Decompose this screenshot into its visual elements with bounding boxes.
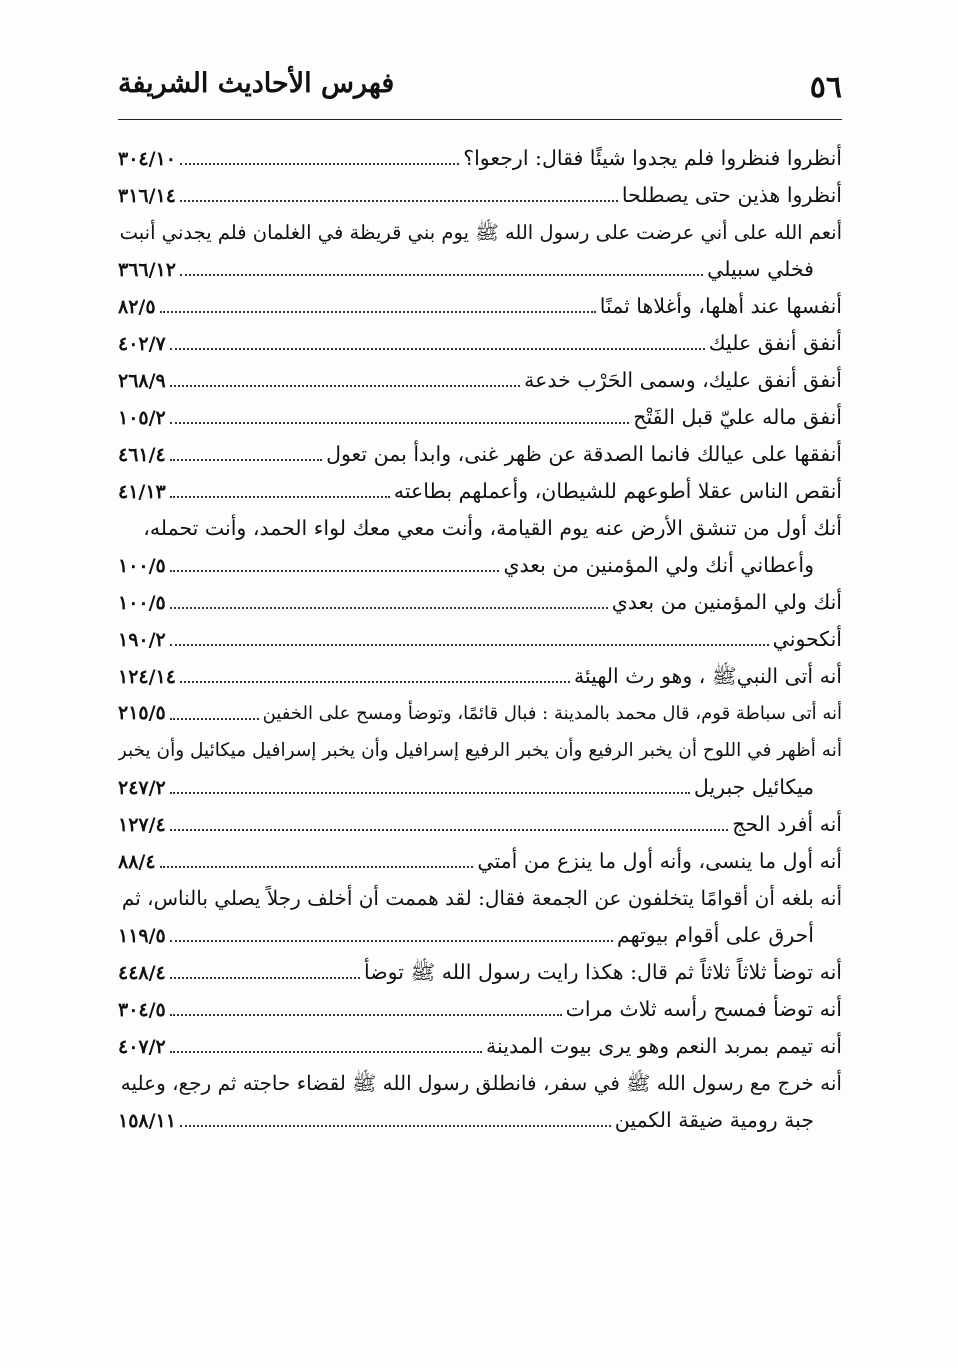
index-entry <box>118 991 842 1028</box>
header-rule <box>118 119 842 120</box>
volume-page-reference: ٣٠٤/١٠ <box>118 148 176 170</box>
volume-page-reference: ٢١٥/٥ <box>118 702 166 724</box>
volume-page-reference: ١٠٠/٥ <box>118 555 166 577</box>
entry-continuation-text: جبة رومية ضيقة الكمين <box>614 1108 814 1132</box>
entry-text: أنه توضأ ثلاثاً ثلاثاً ثم قال: هكذا رايت رسول الله ﷺ توضأ <box>363 960 842 984</box>
entry-line <box>118 621 842 658</box>
dot-leader <box>170 792 690 794</box>
dot-leader <box>180 163 459 165</box>
volume-page-reference: ٣١٦/١٤ <box>118 185 176 207</box>
entry-continuation-text: أحرق على أقوام بيوتهم <box>617 923 814 947</box>
index-entry <box>118 473 842 510</box>
index-entry <box>118 621 842 658</box>
entry-text: أنه بلغه أن أقوامًا يتخلفون عن الجمعة فقال: لقد هممت أن أخلف رجلاً يصلي بالناس، ثم <box>121 886 842 910</box>
index-entry <box>118 658 842 695</box>
volume-page-reference: ١٢٤/١٤ <box>118 666 176 688</box>
volume-page-reference: ٢٤٧/٢ <box>118 777 166 799</box>
index-entry <box>118 140 842 177</box>
dot-leader <box>170 829 728 831</box>
index-entry <box>118 288 842 325</box>
dot-leader <box>180 200 618 202</box>
volume-page-reference: ١٢٧/٤ <box>118 814 166 836</box>
volume-page-reference: ٤١/١٣ <box>118 481 166 503</box>
index-entry <box>118 362 842 399</box>
entry-line <box>118 695 842 732</box>
index-entry <box>118 806 842 843</box>
volume-page-reference: ٤٤٨/٤ <box>118 962 166 984</box>
volume-page-reference: ٤٠٢/٧ <box>118 333 166 355</box>
dot-leader <box>180 681 570 683</box>
entry-text: أنه أفرد الحج <box>732 812 842 836</box>
entry-text: أنكحوني <box>772 627 842 651</box>
dot-leader <box>170 348 705 350</box>
entry-text: أنه أول ما ينسى، وأنه أول ما ينزع من أمتي <box>477 849 842 873</box>
page-header <box>118 62 842 112</box>
volume-page-reference: ٤٠٧/٢ <box>118 1036 166 1058</box>
entry-continuation-line <box>118 547 842 584</box>
entry-line <box>118 325 842 362</box>
dot-leader <box>180 1125 611 1127</box>
dot-leader <box>170 422 629 424</box>
dot-leader <box>160 866 474 868</box>
hadith-index-list <box>118 140 842 1139</box>
page-number: ٥٦ <box>809 70 842 105</box>
entry-text: أنفسها عند أهلها، وأغلاها ثمنًا <box>599 294 842 318</box>
entry-text: أنعم الله على أني عرضت على رسول الله ﷺ يوم بني قريظة في الغلمان فلم يجدني أنبت <box>119 221 842 244</box>
entry-continuation-line <box>118 769 842 806</box>
volume-page-reference: ١٥٨/١١ <box>118 1110 176 1132</box>
entry-continuation-text: وأعطاني أنك ولي المؤمنين من بعدي <box>503 553 814 577</box>
entry-first-line <box>118 880 842 917</box>
volume-page-reference: ٨٨/٤ <box>118 851 156 873</box>
index-entry <box>118 325 842 362</box>
dot-leader <box>170 607 608 609</box>
entry-text: أنه أتى النبيﷺ ، وهو رث الهيئة <box>573 664 842 688</box>
volume-page-reference: ١٠٥/٢ <box>118 407 166 429</box>
entry-text: أنقص الناس عقلا أطوعهم للشيطان، وأعملهم بطاعته <box>393 479 842 503</box>
entry-continuation-text: فخلي سبيلي <box>707 257 814 281</box>
index-entry <box>118 843 842 880</box>
volume-page-reference: ١٩٠/٢ <box>118 629 166 651</box>
entry-text: أنظروا فنظروا فلم يجدوا شيئًا فقال: ارجعوا؟ <box>463 146 842 170</box>
entry-text: أنفق ماله عليّ قبل الفَتْح <box>633 405 842 429</box>
entry-text: أنك أول من تنشق الأرض عنه يوم القيامة، وأنت معي معك لواء الحمد، وأنت تحمله، <box>143 516 842 540</box>
volume-page-reference: ١١٩/٥ <box>118 925 166 947</box>
index-entry <box>118 177 842 214</box>
entry-text: أنه أظهر في اللوح أن يخبر الرفيع وأن يخبر الرفيع إسرافيل وأن يخبر إسرافيل ميكائيل وأن يخبر <box>117 740 842 761</box>
index-entry <box>118 510 842 584</box>
dot-leader <box>170 940 613 942</box>
entry-text: أنظروا هذين حتى يصطلحا <box>621 183 842 207</box>
entry-continuation-text: ميكائيل جبريل <box>693 775 814 799</box>
entry-first-line <box>118 214 842 251</box>
entry-text: أنفق أنفق عليك، وسمى الحَرْب خدعة <box>524 368 842 392</box>
volume-page-reference: ٨٢/٥ <box>118 296 156 318</box>
entry-line <box>118 399 842 436</box>
entry-line <box>118 288 842 325</box>
entry-text: أنه أتى سباطة قوم، قال محمد بالمدينة : فبال قائمًا، وتوضأ ومسح على الخفين <box>262 703 842 724</box>
index-entry <box>118 399 842 436</box>
index-entry <box>118 954 842 991</box>
volume-page-reference: ٣٠٤/٥ <box>118 999 166 1021</box>
index-entry <box>118 584 842 621</box>
dot-leader <box>170 644 769 646</box>
dot-leader <box>170 1014 562 1016</box>
entry-line <box>118 658 842 695</box>
entry-text: أنه توضأ فمسح رأسه ثلاث مرات <box>565 997 842 1021</box>
entry-text: أنه خرج مع رسول الله ﷺ في سفر، فانطلق رسول الله ﷺ لقضاء حاجته ثم رجع، وعليه <box>120 1071 842 1095</box>
entry-line <box>118 954 842 991</box>
index-entry <box>118 1065 842 1139</box>
dot-leader <box>170 459 322 461</box>
volume-page-reference: ١٠٠/٥ <box>118 592 166 614</box>
entry-text: أنك ولي المؤمنين من بعدي <box>611 590 842 614</box>
entry-line <box>118 806 842 843</box>
dot-leader <box>180 274 703 276</box>
entry-line <box>118 436 842 473</box>
dot-leader <box>170 718 259 720</box>
index-entry <box>118 695 842 732</box>
volume-page-reference: ٤٦١/٤ <box>118 444 166 466</box>
entry-text: أنفق أنفق عليك <box>708 331 842 355</box>
dot-leader <box>170 496 390 498</box>
index-entry <box>118 436 842 473</box>
entry-line <box>118 362 842 399</box>
index-entry <box>118 214 842 288</box>
entry-first-line <box>118 732 842 769</box>
running-title: فهرس الأحاديث الشريفة <box>118 68 395 99</box>
entry-continuation-line <box>118 917 842 954</box>
entry-line <box>118 991 842 1028</box>
entry-line <box>118 473 842 510</box>
entry-text: أنفقها على عيالك فانما الصدقة عن ظهر غنى، وابدأ بمن تعول <box>326 442 842 466</box>
entry-line <box>118 177 842 214</box>
entry-continuation-line <box>118 1102 842 1139</box>
entry-first-line <box>118 1065 842 1102</box>
entry-first-line <box>118 510 842 547</box>
index-entry <box>118 880 842 954</box>
dot-leader <box>170 385 520 387</box>
entry-text: أنه تيمم بمربد النعم وهو يرى بيوت المدينة <box>486 1034 842 1058</box>
index-entry <box>118 1028 842 1065</box>
entry-continuation-line <box>118 251 842 288</box>
volume-page-reference: ٣٦٦/١٢ <box>118 259 176 281</box>
entry-line <box>118 584 842 621</box>
entry-line <box>118 1028 842 1065</box>
dot-leader <box>170 570 500 572</box>
index-entry <box>118 732 842 806</box>
entry-line <box>118 140 842 177</box>
volume-page-reference: ٢٦٨/٩ <box>118 370 166 392</box>
dot-leader <box>170 1051 482 1053</box>
entry-line <box>118 843 842 880</box>
dot-leader <box>170 977 360 979</box>
dot-leader <box>160 311 596 313</box>
